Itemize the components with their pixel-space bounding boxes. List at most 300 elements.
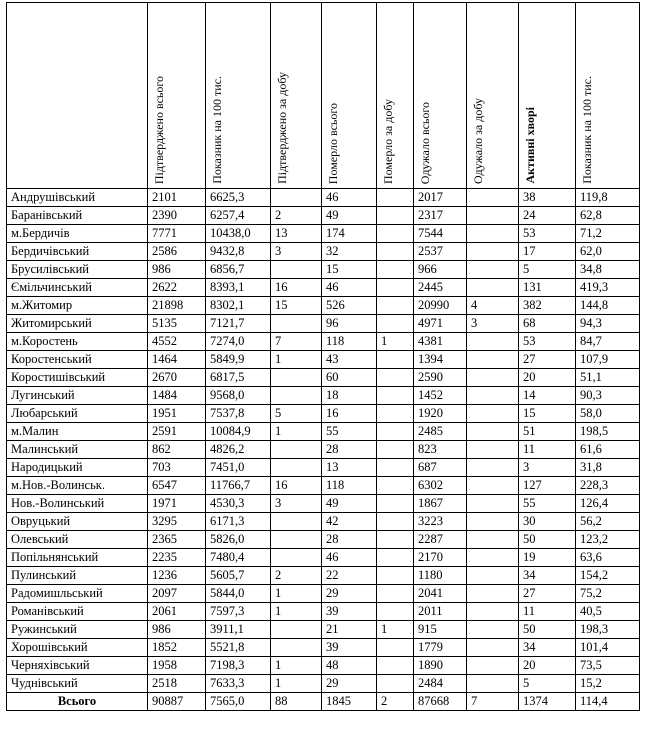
district-name-cell: Пулинський <box>7 567 148 585</box>
value-cell: 28 <box>322 531 377 549</box>
value-cell: 10084,9 <box>206 423 271 441</box>
column-header <box>148 3 206 189</box>
total-value-cell: 7565,0 <box>206 693 271 711</box>
value-cell: 1890 <box>414 657 467 675</box>
value-cell: 5135 <box>148 315 206 333</box>
value-cell <box>377 567 414 585</box>
value-cell <box>377 459 414 477</box>
table-row <box>7 621 640 639</box>
value-cell: 915 <box>414 621 467 639</box>
total-value-cell: 114,4 <box>576 693 640 711</box>
value-cell <box>377 279 414 297</box>
district-name-cell: Попільнянський <box>7 549 148 567</box>
table-row <box>7 531 640 549</box>
column-header-label: Померло всього <box>326 102 340 184</box>
value-cell: 96 <box>322 315 377 333</box>
value-cell <box>467 585 519 603</box>
total-value-cell: 7 <box>467 693 519 711</box>
value-cell: 2 <box>271 207 322 225</box>
value-cell: 60 <box>322 369 377 387</box>
column-header <box>271 3 322 189</box>
value-cell <box>377 549 414 567</box>
value-cell: 5 <box>271 405 322 423</box>
value-cell <box>271 639 322 657</box>
value-cell: 7633,3 <box>206 675 271 693</box>
table-row <box>7 279 640 297</box>
value-cell: 7121,7 <box>206 315 271 333</box>
value-cell <box>377 477 414 495</box>
value-cell: 3911,1 <box>206 621 271 639</box>
value-cell: 7597,3 <box>206 603 271 621</box>
column-header <box>576 3 640 189</box>
table-row <box>7 459 640 477</box>
table-row <box>7 549 640 567</box>
value-cell: 14 <box>519 387 576 405</box>
value-cell: 1452 <box>414 387 467 405</box>
value-cell: 8393,1 <box>206 279 271 297</box>
value-cell <box>271 189 322 207</box>
value-cell: 118 <box>322 333 377 351</box>
district-name-cell: Ємільчинський <box>7 279 148 297</box>
table-row <box>7 513 640 531</box>
district-name-cell: Хорошівський <box>7 639 148 657</box>
district-name-cell: Коростенський <box>7 351 148 369</box>
value-cell: 2586 <box>148 243 206 261</box>
value-cell: 2317 <box>414 207 467 225</box>
value-cell <box>377 351 414 369</box>
district-name-cell: м.Коростень <box>7 333 148 351</box>
total-row <box>7 693 640 711</box>
value-cell: 7544 <box>414 225 467 243</box>
value-cell: 7198,3 <box>206 657 271 675</box>
value-cell <box>467 441 519 459</box>
value-cell: 823 <box>414 441 467 459</box>
value-cell <box>467 675 519 693</box>
value-cell: 2518 <box>148 675 206 693</box>
column-header <box>519 3 576 189</box>
value-cell: 22 <box>322 567 377 585</box>
value-cell: 7771 <box>148 225 206 243</box>
value-cell: 50 <box>519 531 576 549</box>
value-cell: 419,3 <box>576 279 640 297</box>
value-cell <box>467 405 519 423</box>
value-cell: 1180 <box>414 567 467 585</box>
covid-statistics-table <box>6 2 640 711</box>
value-cell: 3 <box>271 243 322 261</box>
value-cell: 6547 <box>148 477 206 495</box>
value-cell: 1 <box>271 423 322 441</box>
value-cell: 6171,3 <box>206 513 271 531</box>
district-name-cell: м.Бердичів <box>7 225 148 243</box>
value-cell: 58,0 <box>576 405 640 423</box>
value-cell: 144,8 <box>576 297 640 315</box>
value-cell: 75,2 <box>576 585 640 603</box>
table-row <box>7 477 640 495</box>
value-cell: 5844,0 <box>206 585 271 603</box>
table-row <box>7 297 640 315</box>
table-row <box>7 333 640 351</box>
value-cell <box>467 369 519 387</box>
table-row <box>7 261 640 279</box>
table-row <box>7 405 640 423</box>
value-cell: 53 <box>519 333 576 351</box>
value-cell: 228,3 <box>576 477 640 495</box>
value-cell: 71,2 <box>576 225 640 243</box>
value-cell <box>467 423 519 441</box>
value-cell <box>377 639 414 657</box>
value-cell <box>467 477 519 495</box>
value-cell: 94,3 <box>576 315 640 333</box>
value-cell: 101,4 <box>576 639 640 657</box>
header-row <box>7 3 640 189</box>
table-row <box>7 585 640 603</box>
value-cell <box>377 603 414 621</box>
column-header <box>414 3 467 189</box>
value-cell: 2 <box>271 567 322 585</box>
district-name-cell: Коростишівський <box>7 369 148 387</box>
value-cell: 90,3 <box>576 387 640 405</box>
value-cell: 15 <box>322 261 377 279</box>
value-cell: 20990 <box>414 297 467 315</box>
district-name-cell: Баранівський <box>7 207 148 225</box>
value-cell: 30 <box>519 513 576 531</box>
value-cell: 13 <box>271 225 322 243</box>
column-header-label: Померло за добу <box>381 98 395 184</box>
value-cell: 61,6 <box>576 441 640 459</box>
value-cell: 50 <box>519 621 576 639</box>
value-cell: 55 <box>322 423 377 441</box>
value-cell: 4530,3 <box>206 495 271 513</box>
value-cell <box>377 531 414 549</box>
value-cell: 39 <box>322 639 377 657</box>
table-row <box>7 423 640 441</box>
total-value-cell: 90887 <box>148 693 206 711</box>
value-cell <box>467 567 519 585</box>
table-row <box>7 369 640 387</box>
value-cell: 2041 <box>414 585 467 603</box>
table-row <box>7 639 640 657</box>
value-cell <box>271 441 322 459</box>
table-body <box>7 189 640 711</box>
value-cell: 8302,1 <box>206 297 271 315</box>
value-cell: 382 <box>519 297 576 315</box>
value-cell: 10438,0 <box>206 225 271 243</box>
value-cell: 2590 <box>414 369 467 387</box>
value-cell: 1 <box>377 621 414 639</box>
value-cell: 56,2 <box>576 513 640 531</box>
value-cell: 9432,8 <box>206 243 271 261</box>
value-cell: 1867 <box>414 495 467 513</box>
value-cell <box>377 225 414 243</box>
table-row <box>7 567 640 585</box>
value-cell: 39 <box>322 603 377 621</box>
district-name-cell: Любарський <box>7 405 148 423</box>
district-name-cell: Романівський <box>7 603 148 621</box>
value-cell <box>377 423 414 441</box>
column-header-label: Показник на 100 тис. <box>580 76 594 184</box>
value-cell <box>467 225 519 243</box>
value-cell: 18 <box>322 387 377 405</box>
value-cell: 703 <box>148 459 206 477</box>
district-name-cell: Андрушівський <box>7 189 148 207</box>
value-cell: 15 <box>271 297 322 315</box>
value-cell: 27 <box>519 585 576 603</box>
value-cell: 1958 <box>148 657 206 675</box>
value-cell: 4381 <box>414 333 467 351</box>
total-value-cell: 87668 <box>414 693 467 711</box>
value-cell: 2484 <box>414 675 467 693</box>
value-cell: 5521,8 <box>206 639 271 657</box>
value-cell: 5826,0 <box>206 531 271 549</box>
value-cell <box>377 441 414 459</box>
value-cell: 1 <box>271 351 322 369</box>
value-cell: 4971 <box>414 315 467 333</box>
value-cell: 123,2 <box>576 531 640 549</box>
value-cell <box>467 639 519 657</box>
table-row <box>7 225 640 243</box>
value-cell: 4 <box>467 297 519 315</box>
value-cell <box>271 261 322 279</box>
header-district <box>7 3 148 189</box>
value-cell: 127 <box>519 477 576 495</box>
table-row <box>7 243 640 261</box>
value-cell: 62,8 <box>576 207 640 225</box>
value-cell: 46 <box>322 279 377 297</box>
value-cell <box>467 549 519 567</box>
value-cell: 6817,5 <box>206 369 271 387</box>
value-cell: 16 <box>271 477 322 495</box>
value-cell: 62,0 <box>576 243 640 261</box>
value-cell: 118 <box>322 477 377 495</box>
value-cell <box>467 459 519 477</box>
district-name-cell: м.Малин <box>7 423 148 441</box>
value-cell: 16 <box>322 405 377 423</box>
value-cell: 29 <box>322 585 377 603</box>
value-cell: 2591 <box>148 423 206 441</box>
value-cell: 966 <box>414 261 467 279</box>
value-cell <box>467 621 519 639</box>
value-cell: 7537,8 <box>206 405 271 423</box>
value-cell: 15,2 <box>576 675 640 693</box>
value-cell: 2101 <box>148 189 206 207</box>
value-cell: 6856,7 <box>206 261 271 279</box>
column-header-label: Підтверджено всього <box>152 75 166 184</box>
district-name-cell: Радомишльський <box>7 585 148 603</box>
value-cell <box>271 315 322 333</box>
column-header-label: Одужало всього <box>418 101 432 184</box>
value-cell: 198,3 <box>576 621 640 639</box>
value-cell: 2485 <box>414 423 467 441</box>
value-cell: 84,7 <box>576 333 640 351</box>
value-cell: 1484 <box>148 387 206 405</box>
value-cell: 46 <box>322 189 377 207</box>
value-cell: 3295 <box>148 513 206 531</box>
value-cell <box>467 243 519 261</box>
district-name-cell: Овруцький <box>7 513 148 531</box>
value-cell: 42 <box>322 513 377 531</box>
value-cell: 4826,2 <box>206 441 271 459</box>
value-cell: 1971 <box>148 495 206 513</box>
value-cell: 1394 <box>414 351 467 369</box>
value-cell: 17 <box>519 243 576 261</box>
value-cell: 51,1 <box>576 369 640 387</box>
value-cell: 11 <box>519 441 576 459</box>
value-cell: 15 <box>519 405 576 423</box>
value-cell: 68 <box>519 315 576 333</box>
value-cell: 21898 <box>148 297 206 315</box>
column-header <box>206 3 271 189</box>
value-cell <box>467 513 519 531</box>
value-cell <box>377 675 414 693</box>
table-row <box>7 441 640 459</box>
value-cell: 21 <box>322 621 377 639</box>
value-cell <box>467 387 519 405</box>
value-cell: 20 <box>519 657 576 675</box>
value-cell: 2537 <box>414 243 467 261</box>
total-label-cell: Всього <box>7 693 148 711</box>
value-cell <box>271 621 322 639</box>
value-cell: 2097 <box>148 585 206 603</box>
value-cell: 7480,4 <box>206 549 271 567</box>
value-cell: 2170 <box>414 549 467 567</box>
value-cell: 1779 <box>414 639 467 657</box>
value-cell: 7274,0 <box>206 333 271 351</box>
value-cell <box>377 189 414 207</box>
value-cell <box>377 657 414 675</box>
value-cell: 2017 <box>414 189 467 207</box>
value-cell: 49 <box>322 495 377 513</box>
value-cell: 28 <box>322 441 377 459</box>
value-cell <box>377 513 414 531</box>
district-name-cell: Нов.-Волинський <box>7 495 148 513</box>
value-cell: 55 <box>519 495 576 513</box>
district-name-cell: Чуднівський <box>7 675 148 693</box>
value-cell: 3223 <box>414 513 467 531</box>
value-cell: 107,9 <box>576 351 640 369</box>
value-cell: 46 <box>322 549 377 567</box>
value-cell <box>377 297 414 315</box>
district-name-cell: Ружинський <box>7 621 148 639</box>
value-cell: 7451,0 <box>206 459 271 477</box>
district-name-cell: Народицький <box>7 459 148 477</box>
column-header <box>467 3 519 189</box>
column-header-label: Активні хворі <box>523 107 537 184</box>
district-name-cell: Брусилівський <box>7 261 148 279</box>
value-cell <box>467 189 519 207</box>
value-cell: 31,8 <box>576 459 640 477</box>
value-cell: 43 <box>322 351 377 369</box>
table-row <box>7 675 640 693</box>
value-cell: 687 <box>414 459 467 477</box>
value-cell: 131 <box>519 279 576 297</box>
value-cell <box>467 351 519 369</box>
total-value-cell: 88 <box>271 693 322 711</box>
district-name-cell: Житомирський <box>7 315 148 333</box>
value-cell: 3 <box>271 495 322 513</box>
value-cell <box>377 369 414 387</box>
table-row <box>7 207 640 225</box>
value-cell: 986 <box>148 261 206 279</box>
table-row <box>7 189 640 207</box>
value-cell: 73,5 <box>576 657 640 675</box>
table-row <box>7 387 640 405</box>
district-name-cell: Бердичівський <box>7 243 148 261</box>
table-row <box>7 603 640 621</box>
value-cell: 49 <box>322 207 377 225</box>
value-cell: 13 <box>322 459 377 477</box>
value-cell: 6302 <box>414 477 467 495</box>
value-cell <box>467 333 519 351</box>
value-cell: 1920 <box>414 405 467 423</box>
district-name-cell: Черняхівський <box>7 657 148 675</box>
value-cell <box>467 531 519 549</box>
value-cell: 174 <box>322 225 377 243</box>
value-cell: 11 <box>519 603 576 621</box>
district-name-cell: Олевський <box>7 531 148 549</box>
value-cell <box>271 513 322 531</box>
column-header-label: Підтверджено за добу <box>275 72 289 184</box>
column-header-label: Одужало за добу <box>471 98 485 184</box>
value-cell: 34 <box>519 567 576 585</box>
value-cell <box>271 369 322 387</box>
value-cell <box>271 549 322 567</box>
value-cell: 119,8 <box>576 189 640 207</box>
value-cell: 53 <box>519 225 576 243</box>
value-cell: 1 <box>271 657 322 675</box>
value-cell: 34 <box>519 639 576 657</box>
value-cell: 7 <box>271 333 322 351</box>
value-cell: 2390 <box>148 207 206 225</box>
value-cell <box>467 261 519 279</box>
value-cell: 27 <box>519 351 576 369</box>
value-cell: 126,4 <box>576 495 640 513</box>
value-cell: 862 <box>148 441 206 459</box>
value-cell: 51 <box>519 423 576 441</box>
value-cell: 1 <box>271 675 322 693</box>
table-row <box>7 351 640 369</box>
value-cell: 5 <box>519 675 576 693</box>
value-cell: 1 <box>377 333 414 351</box>
column-header <box>322 3 377 189</box>
value-cell: 1 <box>271 585 322 603</box>
value-cell <box>377 585 414 603</box>
total-value-cell: 1845 <box>322 693 377 711</box>
value-cell: 1236 <box>148 567 206 585</box>
value-cell: 32 <box>322 243 377 261</box>
value-cell: 154,2 <box>576 567 640 585</box>
value-cell: 16 <box>271 279 322 297</box>
total-value-cell: 2 <box>377 693 414 711</box>
value-cell: 24 <box>519 207 576 225</box>
table-row <box>7 495 640 513</box>
value-cell <box>467 279 519 297</box>
value-cell: 2287 <box>414 531 467 549</box>
value-cell: 1951 <box>148 405 206 423</box>
value-cell: 1464 <box>148 351 206 369</box>
value-cell: 6257,4 <box>206 207 271 225</box>
district-name-cell: Малинський <box>7 441 148 459</box>
value-cell: 38 <box>519 189 576 207</box>
value-cell <box>467 207 519 225</box>
value-cell: 1852 <box>148 639 206 657</box>
value-cell: 5849,9 <box>206 351 271 369</box>
value-cell: 48 <box>322 657 377 675</box>
value-cell <box>467 657 519 675</box>
value-cell: 3 <box>519 459 576 477</box>
value-cell <box>377 495 414 513</box>
value-cell: 11766,7 <box>206 477 271 495</box>
value-cell: 2061 <box>148 603 206 621</box>
